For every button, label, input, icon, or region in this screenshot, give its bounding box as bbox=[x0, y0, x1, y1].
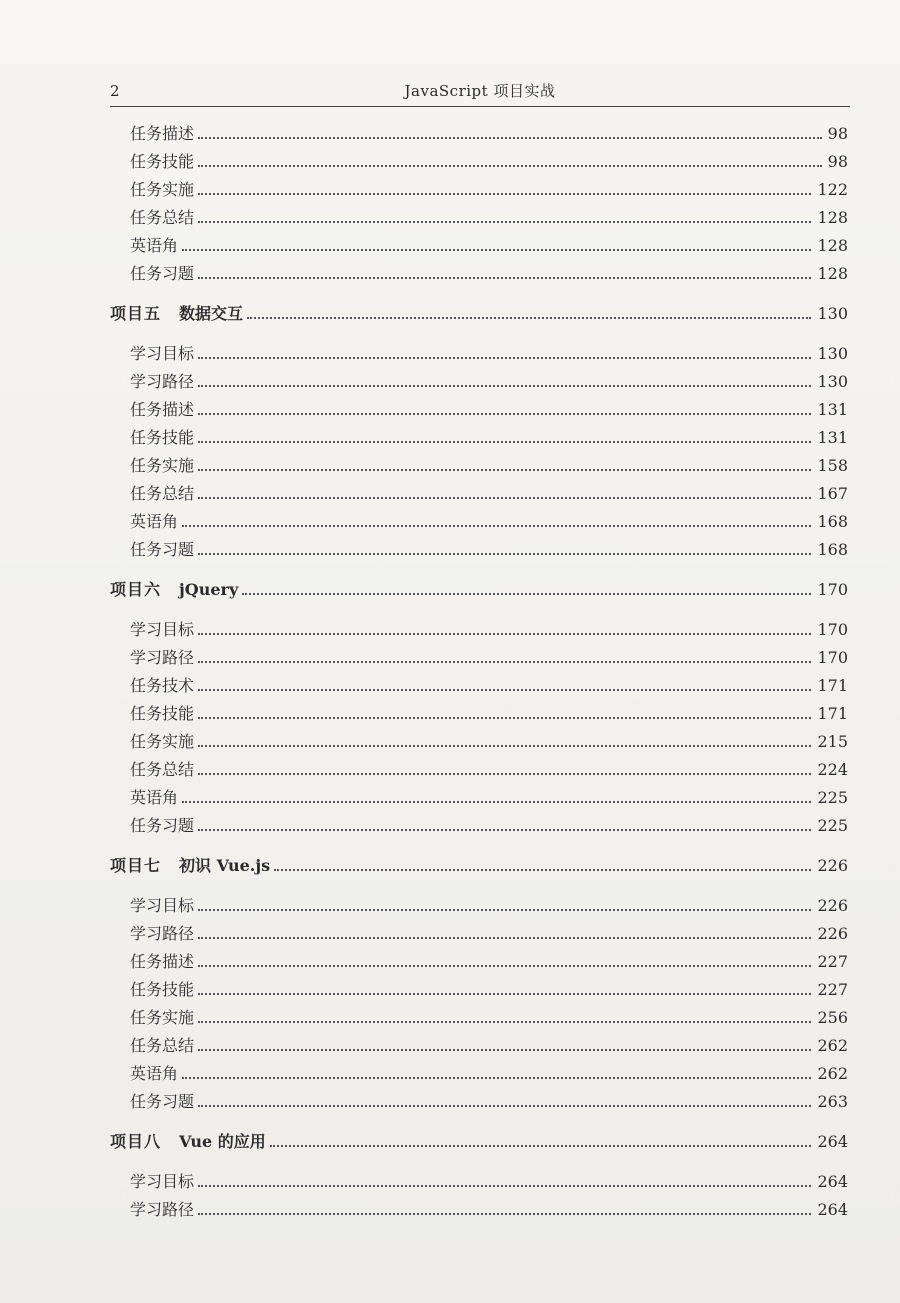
toc-entry-title: 任务总结 bbox=[130, 760, 195, 779]
toc-entry bbox=[130, 120, 848, 144]
toc-entry-title: 任务技能 bbox=[130, 428, 195, 447]
toc-page-number: 262 bbox=[817, 1036, 848, 1055]
dot-leader bbox=[198, 909, 811, 911]
dot-leader bbox=[198, 385, 811, 387]
dot-leader bbox=[198, 497, 811, 499]
project-number: 项目六 bbox=[110, 580, 162, 599]
toc-entry bbox=[130, 260, 848, 284]
dot-leader bbox=[182, 249, 811, 251]
project-title: 初识 Vue.js bbox=[179, 856, 271, 875]
toc-entry bbox=[130, 1196, 848, 1220]
dot-leader bbox=[198, 773, 811, 775]
toc-entry bbox=[130, 700, 848, 724]
toc-page-number: 264 bbox=[817, 1200, 848, 1219]
toc-page-number: 131 bbox=[817, 428, 848, 447]
toc-page-number: 98 bbox=[827, 124, 848, 143]
toc-entry bbox=[130, 920, 848, 944]
toc-entry bbox=[130, 1004, 848, 1028]
toc-entry bbox=[130, 148, 848, 172]
toc-entry-title: 任务总结 bbox=[130, 1036, 195, 1055]
dot-leader bbox=[198, 1021, 811, 1023]
toc-page-number: 122 bbox=[817, 180, 848, 199]
toc-entry-title: 任务描述 bbox=[130, 952, 195, 971]
toc-entry-title: 英语角 bbox=[130, 512, 179, 531]
toc-entry-title: 学习路径 bbox=[130, 372, 195, 391]
toc-entry-title bbox=[110, 304, 243, 324]
toc-project-entry bbox=[110, 576, 848, 600]
toc-page-number: 130 bbox=[817, 304, 848, 323]
dot-leader bbox=[198, 413, 811, 415]
dot-leader bbox=[198, 1185, 811, 1187]
toc-page-number: 226 bbox=[817, 924, 848, 943]
toc-entry-title: 任务描述 bbox=[130, 400, 195, 419]
toc-entry bbox=[130, 976, 848, 1000]
toc-entry bbox=[130, 812, 848, 836]
toc-project-entry bbox=[110, 300, 848, 324]
dot-leader bbox=[198, 1213, 811, 1215]
dot-leader bbox=[198, 965, 811, 967]
dot-leader bbox=[198, 277, 811, 279]
toc-page-number: 227 bbox=[817, 952, 848, 971]
toc-entry-title: 任务习题 bbox=[130, 816, 195, 835]
dot-leader bbox=[198, 553, 811, 555]
toc-entry-title bbox=[110, 1132, 266, 1152]
dot-leader bbox=[198, 829, 811, 831]
dot-leader bbox=[247, 317, 811, 319]
toc-entry-title: 任务习题 bbox=[130, 540, 195, 559]
toc-entry bbox=[130, 176, 848, 200]
toc-page-number: 170 bbox=[817, 580, 848, 599]
toc-entry bbox=[130, 644, 848, 668]
project-number: 项目八 bbox=[110, 1132, 162, 1151]
dot-leader bbox=[198, 937, 811, 939]
dot-leader bbox=[198, 993, 811, 995]
dot-leader bbox=[198, 193, 811, 195]
toc-entry-title: 任务技能 bbox=[130, 704, 195, 723]
toc-page-number: 264 bbox=[817, 1132, 848, 1151]
toc-entry-title: 任务习题 bbox=[130, 264, 195, 283]
toc-page-number: 128 bbox=[817, 208, 848, 227]
toc-entry bbox=[130, 1088, 848, 1112]
toc-page-number: 256 bbox=[817, 1008, 848, 1027]
toc-entry bbox=[130, 424, 848, 448]
dot-leader bbox=[198, 1105, 811, 1107]
toc-page-number: 171 bbox=[817, 704, 848, 723]
toc-entry bbox=[130, 204, 848, 228]
dot-leader bbox=[198, 745, 811, 747]
toc-entry-title bbox=[110, 856, 270, 876]
toc-entry-title: 学习目标 bbox=[130, 344, 195, 363]
toc-page-number: 128 bbox=[817, 236, 848, 255]
project-title: jQuery bbox=[179, 580, 239, 599]
toc-entry bbox=[130, 232, 848, 256]
toc-page-number: 225 bbox=[817, 788, 848, 807]
dot-leader bbox=[198, 469, 811, 471]
dot-leader bbox=[198, 441, 811, 443]
toc-page-number: 171 bbox=[817, 676, 848, 695]
toc-entry bbox=[130, 536, 848, 560]
toc-entry-title: 任务技能 bbox=[130, 152, 195, 171]
toc-entry-title bbox=[110, 580, 238, 600]
toc-entry-title: 学习路径 bbox=[130, 924, 195, 943]
toc-page-number: 130 bbox=[817, 372, 848, 391]
dot-leader bbox=[198, 165, 822, 167]
toc-entry bbox=[130, 616, 848, 640]
toc-entry bbox=[130, 452, 848, 476]
toc-entry bbox=[130, 728, 848, 752]
toc-entry bbox=[130, 1032, 848, 1056]
toc-page-number: 168 bbox=[817, 512, 848, 531]
toc-page-number: 128 bbox=[817, 264, 848, 283]
toc-page-number: 262 bbox=[817, 1064, 848, 1083]
toc-entry bbox=[130, 1168, 848, 1192]
toc-entry-title: 任务实施 bbox=[130, 456, 195, 475]
toc-page-number: 264 bbox=[817, 1172, 848, 1191]
toc-page-number: 226 bbox=[817, 856, 848, 875]
toc-page-number: 130 bbox=[817, 344, 848, 363]
toc-page-number: 224 bbox=[817, 760, 848, 779]
dot-leader bbox=[274, 869, 811, 871]
page-number: 2 bbox=[110, 82, 120, 100]
dot-leader bbox=[198, 717, 811, 719]
dot-leader bbox=[198, 633, 811, 635]
project-title: Vue 的应用 bbox=[179, 1132, 266, 1151]
toc-entry bbox=[130, 784, 848, 808]
toc-page-number: 170 bbox=[817, 648, 848, 667]
toc-entry bbox=[130, 368, 848, 392]
toc-page-number: 226 bbox=[817, 896, 848, 915]
toc-entry bbox=[130, 948, 848, 972]
toc-page-number: 158 bbox=[817, 456, 848, 475]
toc-page-number: 167 bbox=[817, 484, 848, 503]
toc-entry bbox=[130, 508, 848, 532]
toc-entry-title: 英语角 bbox=[130, 1064, 179, 1083]
toc-entry-title: 英语角 bbox=[130, 788, 179, 807]
toc-project-entry bbox=[110, 1128, 848, 1152]
toc-entry bbox=[130, 480, 848, 504]
toc-entry-title: 学习路径 bbox=[130, 1200, 195, 1219]
toc-entry-title: 学习目标 bbox=[130, 1172, 195, 1191]
toc-entry bbox=[130, 672, 848, 696]
toc-entry-title: 英语角 bbox=[130, 236, 179, 255]
toc-entry-title: 学习目标 bbox=[130, 620, 195, 639]
toc-project-entry bbox=[110, 852, 848, 876]
dot-leader bbox=[198, 357, 811, 359]
toc-entry bbox=[130, 892, 848, 916]
toc-entry bbox=[130, 1060, 848, 1084]
toc-page-number: 168 bbox=[817, 540, 848, 559]
toc-entry bbox=[130, 756, 848, 780]
project-number: 项目七 bbox=[110, 856, 162, 875]
dot-leader bbox=[198, 221, 811, 223]
toc-entry-title: 任务习题 bbox=[130, 1092, 195, 1111]
dot-leader bbox=[198, 689, 811, 691]
toc-page-number: 225 bbox=[817, 816, 848, 835]
toc-entry-title: 学习目标 bbox=[130, 896, 195, 915]
dot-leader bbox=[198, 1049, 811, 1051]
running-title: JavaScript 项目实战 bbox=[404, 82, 556, 100]
toc-entry bbox=[130, 396, 848, 420]
toc-entry-title: 任务总结 bbox=[130, 484, 195, 503]
toc-page-number: 263 bbox=[817, 1092, 848, 1111]
toc-entry-title: 学习路径 bbox=[130, 648, 195, 667]
toc-page-number: 215 bbox=[817, 732, 848, 751]
project-title: 数据交互 bbox=[179, 304, 244, 323]
project-number: 项目五 bbox=[110, 304, 162, 323]
dot-leader bbox=[198, 137, 822, 139]
toc-page-number: 98 bbox=[827, 152, 848, 171]
toc-entry-title: 任务技术 bbox=[130, 676, 195, 695]
toc-entry-title: 任务描述 bbox=[130, 124, 195, 143]
toc-entry-title: 任务实施 bbox=[130, 1008, 195, 1027]
toc-entry bbox=[130, 340, 848, 364]
toc-entry-title: 任务技能 bbox=[130, 980, 195, 999]
dot-leader bbox=[198, 661, 811, 663]
toc-page-number: 170 bbox=[817, 620, 848, 639]
dot-leader bbox=[182, 525, 811, 527]
toc-entry-title: 任务总结 bbox=[130, 208, 195, 227]
dot-leader bbox=[242, 593, 811, 595]
toc-page-number: 131 bbox=[817, 400, 848, 419]
toc-entry-title: 任务实施 bbox=[130, 732, 195, 751]
toc-page-number: 227 bbox=[817, 980, 848, 999]
dot-leader bbox=[182, 801, 811, 803]
dot-leader bbox=[182, 1077, 811, 1079]
toc-entry-title: 任务实施 bbox=[130, 180, 195, 199]
dot-leader bbox=[270, 1145, 812, 1147]
